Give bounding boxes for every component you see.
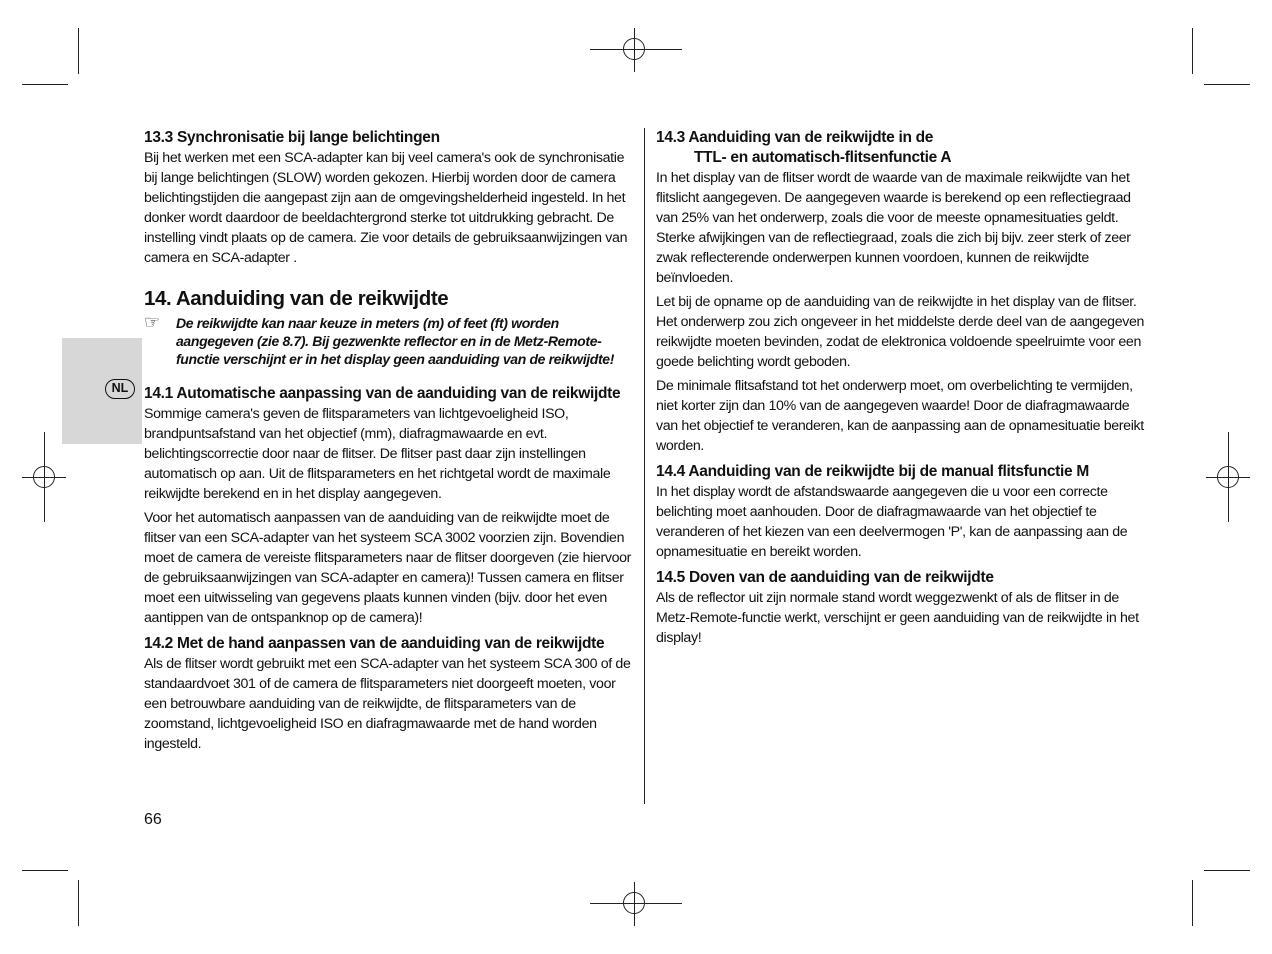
paragraph: Voor het automatisch aanpassen van de aanduiding van de reikwijdte moet de flitser van een SCA-adapter van het systeem SCA 3002 voorzien zijn. Bovendien moet de camera de vereiste flitsparameters naar de flitser doorgeven (zie hiervoor de gebruiksaanwijzingen van SCA-adapter en camera)! Tussen camera en flitser moet een uitwisseling van gegevens plaats kunnen vinden (bijv. door het even aantippen van de ontspanknop op de camera)! [144, 510, 632, 626]
section-14-4 [656, 462, 1148, 562]
section-body: Als de flitser wordt gebruikt met een SCA-adapter van het systeem SCA 300 of de standaardvoet 301 of de camera de flitsparameters niet doorgeeft moeten, voor een betrouwbare aanduiding van de reikwijdte, de flitsparameters van de zoomstand, lichtgevoeligheid ISO en diafragmawaarde met de hand worden ingesteld. [144, 656, 631, 752]
note-box [144, 314, 638, 368]
paragraph: Let bij de opname op de aanduiding van de reikwijdte in het display van de flitser. Het onderwerp zou zich ongeveer in het middelste derde deel van de aangegeven reikwijdte moeten bevinden, zodat de elektronica voldoende speelruimte voor een goede belichting wordt geboden. [656, 294, 1145, 370]
section-body: Bij het werken met een SCA-adapter kan bij veel camera's ook de synchronisatie bij lange belichtingen (SLOW) worden gekozen. Hierbij worden door de camera belichtingstijden die aangepast zijn aan de omgevingshelderheid ingesteld. In het donker wordt daardoor de beeldachtergrond sterke tot uitdrukking gebracht. De instelling vindt plaats op de camera. Zie voor details de gebruiksaanwijzingen van camera en SCA-adapter . [144, 150, 628, 266]
pointing-hand-icon: ☞ [144, 312, 160, 332]
paragraph: Sommige camera's geven de flitsparameters van lichtgevoeligheid ISO, brandpuntsafstand van het objectief (mm), diafragmawaarde en evt. belichtingscorrectie door naar de flitser. De flitser past daar zijn instellingen automatisch op aan. Uit de flitsparameters en het richtgetal wordt de maximale reikwijdte berekend en in het display aangegeven. [144, 406, 611, 502]
section-heading: 14.2 Met de hand aanpassen van de aanduiding van de reikwijdte [144, 635, 605, 652]
heading-line-1: 14.3 Aanduiding van de reikwijdte in de [656, 129, 934, 146]
language-badge: NL [105, 379, 135, 399]
section-heading: 14.1 Automatische aanpassing van de aanduiding van de reikwijdte [144, 385, 621, 402]
section-heading: 14.5 Doven van de aanduiding van de reikwijdte [656, 569, 994, 586]
column-divider [644, 128, 645, 804]
section-13-3 [144, 128, 638, 268]
section-14-1 [144, 384, 638, 628]
section-14-5 [656, 568, 1148, 648]
section-heading: 13.3 Synchronisatie bij lange belichtingen [144, 129, 440, 146]
chapter-heading: 14. Aanduiding van de reikwijdte [144, 287, 449, 310]
page-number: 66 [144, 811, 162, 828]
paragraph: In het display van de flitser wordt de waarde van de maximale reikwijdte van het flitslicht aangegeven. De aangegeven waarde is berekend op een reflectiegraad van 25% van het onderwerp, zoals die voor de meeste opnamesituaties geldt. Sterke afwijkingen van de reflectiegraad, zoals die zich bij bijv. zeer sterk of zeer zwak reflecterende onderwerpen kunnen voordoen, kunnen de reikwijdte beïnvloeden. [656, 170, 1131, 286]
paragraph: De minimale flitsafstand tot het onderwerp moet, om overbelichting te vermijden, niet korter zijn dan 10% van de aangegeven waarde! Door de diafragmawaarde van het objectief te veranderen, kan de aanpassing aan de opnamesituatie bereikt worden. [656, 378, 1144, 454]
section-heading [656, 128, 1148, 168]
section-14-2 [144, 634, 638, 754]
left-column [144, 128, 638, 758]
note-text: De reikwijdte kan naar keuze in meters (m) of feet (ft) worden aangegeven (zie 8.7). Bij gezwenkte reflector en in de Metz-Remote-functie verschijnt er in het display geen aanduiding van de reikwijdte! [176, 315, 615, 367]
heading-line-2: TTL- en automatisch-flitsenfunctie A [694, 149, 952, 166]
section-14-3 [656, 128, 1148, 456]
section-body: Als de reflector uit zijn normale stand wordt weggezwenkt of als de flitser in de Metz-Remote-functie werkt, verschijnt er geen aanduiding van de reikwijdte in het display! [656, 590, 1139, 646]
right-column [656, 128, 1148, 652]
section-14 [144, 286, 638, 368]
section-body: In het display wordt de afstandswaarde aangegeven die u voor een correcte belichting moet aanhouden. Door de diafragmawaarde van het objectief te veranderen of het kiezen van een deelvermogen 'P', kan de aanpassing aan de opnamesituatie en bereikt worden. [656, 484, 1128, 560]
section-heading: 14.4 Aanduiding van de reikwijdte bij de manual flitsfunctie M [656, 463, 1089, 480]
